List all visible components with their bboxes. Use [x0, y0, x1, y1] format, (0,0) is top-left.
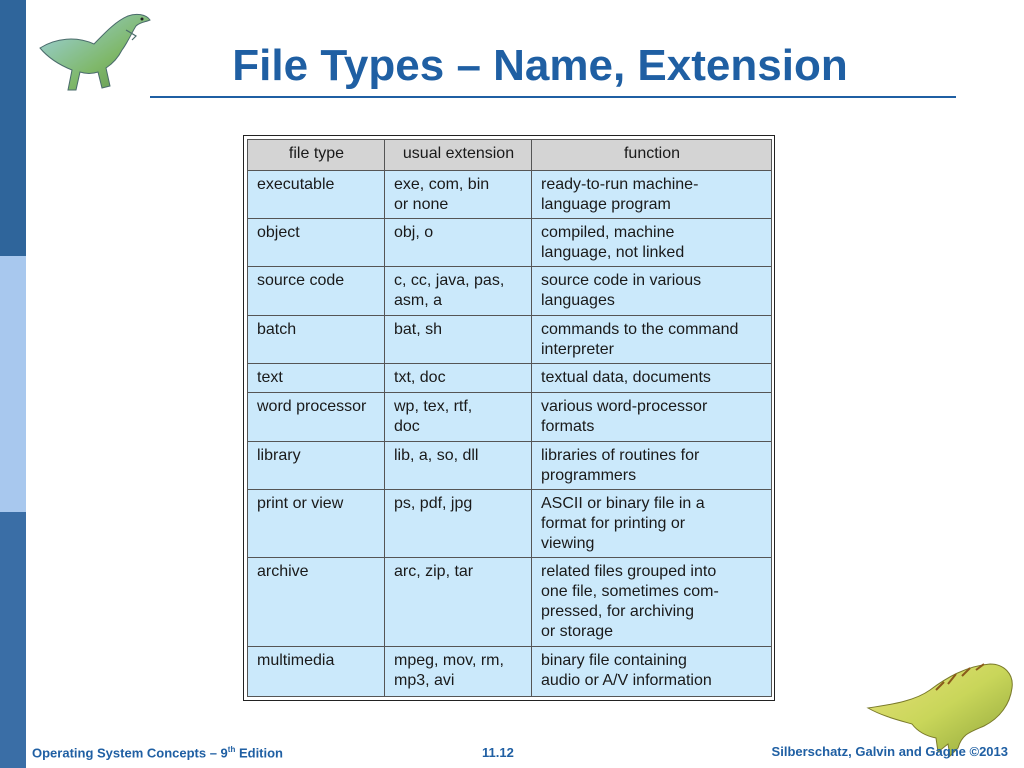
cell-function: [532, 315, 772, 363]
cell-usual-extension: [385, 171, 532, 219]
cell-file-type: word processor: [248, 392, 385, 441]
cell-file-type: library: [248, 441, 385, 489]
cell-file-type: print or view: [248, 490, 385, 558]
table-row: [248, 441, 772, 489]
cell-line: various word-processor: [541, 397, 708, 415]
cell-usual-extension: [385, 363, 532, 392]
footer-book-title: Operating System Concepts – 9th Edition: [32, 745, 284, 761]
cell-line: source code in various: [541, 272, 702, 290]
table-row: [248, 558, 772, 646]
title-divider: [150, 96, 956, 98]
cell-line: programmers: [541, 466, 637, 484]
footer-page-number: 11.12: [482, 745, 514, 760]
table-row: [248, 392, 772, 441]
cell-line: libraries of routines for: [541, 446, 700, 464]
cell-line: viewing: [541, 535, 595, 553]
cell-usual-extension: [385, 392, 532, 441]
cell-line: asm, a: [394, 292, 443, 310]
file-types-table: [247, 139, 772, 697]
cell-function: [532, 490, 772, 558]
cell-usual-extension: [385, 267, 532, 315]
left-bar-segment-bottom: [0, 512, 26, 768]
left-bar-segment-middle: [0, 256, 26, 512]
cell-line: pressed, for archiving: [541, 603, 694, 621]
table-row: [248, 646, 772, 696]
cell-line: language, not linked: [541, 244, 685, 262]
cell-file-type: executable: [248, 171, 385, 219]
cell-line: textual data, documents: [541, 368, 711, 386]
table-row: [248, 490, 772, 558]
cell-line: txt, doc: [394, 368, 446, 386]
cell-line: one file, sometimes com-: [541, 583, 719, 601]
cell-function: [532, 441, 772, 489]
cell-file-type: text: [248, 363, 385, 392]
cell-file-type: multimedia: [248, 646, 385, 696]
cell-usual-extension: [385, 219, 532, 267]
column-header-usual-extension: usual extension: [385, 140, 532, 171]
cell-file-type: object: [248, 219, 385, 267]
table-row: [248, 267, 772, 315]
cell-function: [532, 363, 772, 392]
cell-line: mpeg, mov, rm,: [394, 651, 504, 669]
cell-line: mp3, avi: [394, 671, 455, 689]
cell-line: ps, pdf, jpg: [394, 495, 473, 513]
cell-file-type: archive: [248, 558, 385, 646]
column-header-file-type: file type: [248, 140, 385, 171]
cell-line: obj, o: [394, 224, 434, 242]
cell-function: [532, 267, 772, 315]
table-row: [248, 315, 772, 363]
table-row: [248, 363, 772, 392]
file-types-table-frame: [243, 135, 775, 701]
cell-usual-extension: [385, 646, 532, 696]
cell-line: or storage: [541, 623, 614, 641]
cell-line: arc, zip, tar: [394, 563, 474, 581]
cell-function: [532, 646, 772, 696]
cell-line: audio or A/V information: [541, 671, 712, 689]
cell-line: related files grouped into: [541, 563, 717, 581]
cell-line: interpreter: [541, 340, 614, 358]
page-title: File Types – Name, Extension: [232, 41, 848, 90]
cell-file-type: batch: [248, 315, 385, 363]
cell-line: wp, tex, rtf,: [394, 397, 473, 415]
cell-line: format for printing or: [541, 515, 686, 533]
table-row: [248, 171, 772, 219]
cell-usual-extension: [385, 441, 532, 489]
cell-line: or none: [394, 196, 449, 213]
cell-function: [532, 219, 772, 267]
cell-line: ready-to-run machine-: [541, 176, 699, 193]
cell-line: language program: [541, 196, 671, 213]
cell-line: bat, sh: [394, 320, 443, 338]
cell-file-type: source code: [248, 267, 385, 315]
cell-line: compiled, machine: [541, 224, 675, 242]
cell-line: binary file containing: [541, 651, 687, 669]
cell-usual-extension: [385, 315, 532, 363]
cell-function: [532, 558, 772, 646]
left-bar-segment-top: [0, 0, 26, 256]
cell-function: [532, 171, 772, 219]
table-row: [248, 219, 772, 267]
cell-line: lib, a, so, dll: [394, 446, 479, 464]
cell-line: ASCII or binary file in a: [541, 495, 705, 513]
dinosaur-icon: [36, 8, 156, 96]
cell-line: doc: [394, 417, 420, 435]
left-accent-bar: [0, 0, 26, 768]
table-header-row: [248, 140, 772, 171]
cell-line: exe, com, bin: [394, 176, 490, 193]
cell-line: c, cc, java, pas,: [394, 272, 505, 290]
footer-authors: Silberschatz, Galvin and Gagne ©2013: [771, 744, 1008, 759]
cell-line: commands to the command: [541, 320, 739, 338]
cell-usual-extension: [385, 558, 532, 646]
cell-usual-extension: [385, 490, 532, 558]
column-header-function: function: [532, 140, 772, 171]
cell-function: [532, 392, 772, 441]
cell-line: formats: [541, 417, 595, 435]
cell-line: languages: [541, 292, 615, 310]
